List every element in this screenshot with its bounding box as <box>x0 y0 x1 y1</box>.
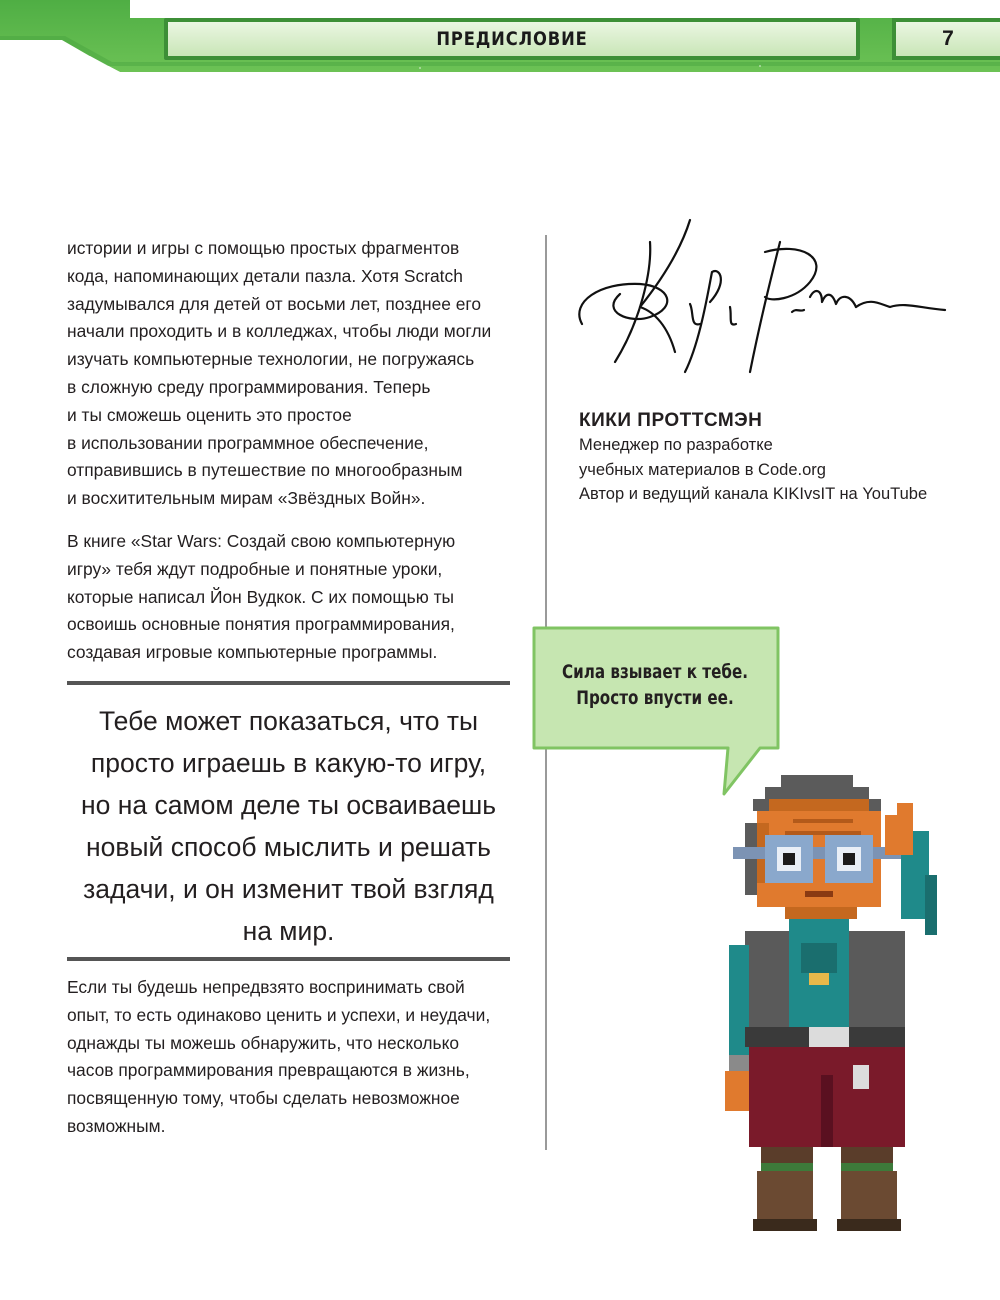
text-line: истории и игры с помощью простых фрагментов <box>67 238 460 258</box>
text-line: опыт, то есть одинаково ценить и успехи, и неудачи, <box>67 1004 491 1025</box>
text-line: игру» тебя ждут подробные и понятные уроки, <box>67 558 443 579</box>
quote-line: просто играешь в какую-то игру, <box>90 748 487 778</box>
body-paragraph-1 <box>67 235 517 513</box>
text-line: задумывался для детей от восьми лет, позднее его <box>67 293 482 314</box>
text-line: отправившись в путешествие по многообразным <box>67 460 463 481</box>
text-line: часов программирования превращаются в жизнь, <box>67 1060 470 1081</box>
author-role: Менеджер по разработке <box>579 436 773 454</box>
text-line: создавая игровые компьютерные программы. <box>67 642 438 663</box>
page-header <box>0 0 1000 78</box>
bubble-line: Просто впусти ее. <box>576 688 734 709</box>
text-line: возможным. <box>67 1115 166 1136</box>
quote-line: на мир. <box>242 916 335 946</box>
text-line: кода, напоминающих детали пазла. Хотя Scratch <box>67 265 463 286</box>
body-paragraph-3 <box>67 974 517 1141</box>
pixel-alien-character-icon <box>725 775 965 1235</box>
body-paragraph-2 <box>67 528 517 667</box>
quote-rule-top <box>67 681 510 685</box>
text-line: и ты сможешь оценить это простое <box>67 404 352 425</box>
bubble-line: Сила взывает к тебе. <box>561 662 749 683</box>
chapter-title: ПРЕДИСЛОВИЕ <box>436 28 588 50</box>
text-line: в использовании программное обеспечение, <box>67 432 429 453</box>
text-line: Если ты будешь непредвзято воспринимать свой <box>67 977 465 997</box>
quote-line: но на самом деле ты осваиваешь <box>80 790 497 820</box>
text-line: в сложную среду программирования. Теперь <box>67 376 431 397</box>
text-line: посвященную тому, чтобы сделать невозможное <box>67 1088 460 1109</box>
author-role: Автор и ведущий канала KIKIvsIT на YouTube <box>579 485 928 503</box>
text-line: которые написал Йон Вудкок. С их помощью ты <box>67 586 455 607</box>
speech-bubble-text <box>561 660 750 712</box>
quote-line: задачи, и он изменит твой взгляд <box>83 874 494 904</box>
author-name: КИКИ ПРОТТСМЭН <box>579 410 763 431</box>
quote-line: Тебе может показаться, что ты <box>98 706 479 736</box>
text-line: начали проходить и в колледжах, чтобы люди могли <box>67 321 492 342</box>
pull-quote <box>67 700 510 952</box>
author-role: учебных материалов в Code.org <box>579 461 826 479</box>
page-number: 7 <box>942 27 954 50</box>
text-line: и восхитительным мирам «Звёздных Войн». <box>67 488 426 509</box>
text-line: однажды ты можешь обнаружить, что несколько <box>67 1032 460 1053</box>
quote-line: новый способ мыслить и решать <box>86 832 491 862</box>
text-line: освоишь основные понятия программирования, <box>67 614 455 635</box>
text-line: изучать компьютерные технологии, не погружаясь <box>67 349 475 370</box>
signature-image <box>560 212 960 382</box>
text-line: В книге «Star Wars: Создай свою компьютерную <box>67 531 456 551</box>
quote-rule-bottom <box>67 957 510 961</box>
